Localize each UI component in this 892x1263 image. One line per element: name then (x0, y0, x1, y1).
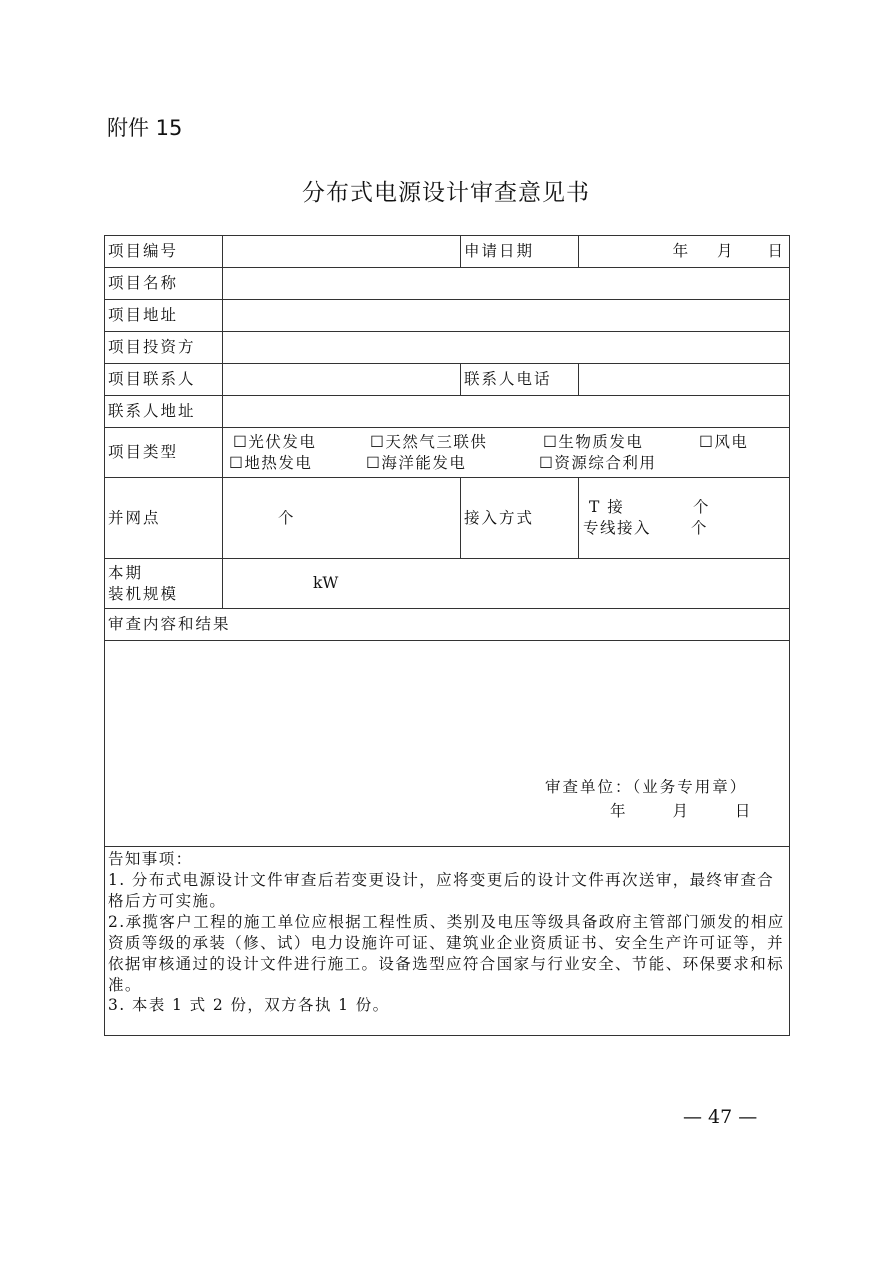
contact-address-field[interactable] (223, 396, 790, 428)
t-connection-line (583, 497, 786, 518)
review-content-field[interactable] (105, 641, 790, 847)
option-wind[interactable]: ☐风电 (699, 432, 749, 451)
contact-address-label: 联系人地址 (105, 396, 223, 428)
project-type-row-1 (233, 432, 786, 453)
notes-title: 告知事项： (108, 850, 193, 868)
t-connection-unit: 个 (693, 498, 711, 517)
row-notes (105, 847, 790, 1036)
project-address-field[interactable] (223, 300, 790, 332)
grid-point-unit: 个 (278, 508, 294, 527)
note-item: 3. 本表 1 式 2 份，双方各执 1 份。 (108, 996, 390, 1015)
option-photovoltaic[interactable]: ☐光伏发电 (233, 432, 317, 451)
page-number: — 47 — (683, 1106, 758, 1128)
investor-label: 项目投资方 (105, 332, 223, 364)
review-label: 审查内容和结果 (105, 609, 790, 641)
option-geothermal[interactable]: ☐地热发电 (229, 453, 313, 472)
review-date-year: 年 (610, 802, 627, 820)
review-date-day: 日 (734, 802, 752, 820)
review-date-month: 月 (672, 802, 689, 820)
capacity-label-line2: 装机规模 (108, 584, 179, 603)
contact-phone-label: 联系人电话 (461, 364, 579, 396)
capacity-unit: kW (313, 574, 339, 592)
note-item: 2.承揽客户工程的施工单位应根据工程性质、类别及电压等级具备政府主管部门颁发的相应资质等级的承装（修、试）电力设施许可证、建筑业企业资质证书、安全生产许可证等，并依据审核通过的设计文件进行施工。设备选型应符合国家与行业安全、节能、环保要求和标准。 (108, 912, 785, 994)
application-date-label: 申请日期 (461, 236, 579, 268)
review-date (610, 801, 751, 822)
notes-section (105, 847, 790, 1036)
note-item: 1. 分布式电源设计文件审查后若变更设计，应将变更后的设计文件再次送审，最终审查合格后方可实施。 (108, 870, 775, 910)
row-capacity (105, 559, 790, 609)
date-month: 月 (717, 242, 733, 261)
project-name-field[interactable] (223, 268, 790, 300)
attachment-label: 附件 15 (107, 116, 183, 140)
option-ocean[interactable]: ☐海洋能发电 (366, 453, 467, 472)
capacity-label (105, 559, 223, 609)
row-investor (105, 332, 790, 364)
application-date-field[interactable] (579, 236, 790, 268)
t-connection-label: T 接 (589, 498, 625, 517)
contact-phone-field[interactable] (579, 364, 790, 396)
row-review-content (105, 641, 790, 847)
option-biomass[interactable]: ☐生物质发电 (543, 432, 644, 451)
row-contact-address (105, 396, 790, 428)
option-resource-utilization[interactable]: ☐资源综合利用 (539, 453, 657, 472)
access-method-label: 接入方式 (461, 478, 579, 559)
row-project-number (105, 236, 790, 268)
project-type-label: 项目类型 (105, 428, 223, 478)
project-type-row-2 (229, 453, 786, 474)
document-title: 分布式电源设计审查意见书 (302, 180, 590, 206)
row-grid-point (105, 478, 790, 559)
access-method-field[interactable] (579, 478, 790, 559)
grid-point-count[interactable] (223, 478, 461, 559)
project-type-options (223, 428, 790, 478)
investor-field[interactable] (223, 332, 790, 364)
capacity-field[interactable] (223, 559, 790, 609)
dedicated-line-label: 专线接入 (583, 519, 652, 537)
row-review-header (105, 609, 790, 641)
project-number-label: 项目编号 (105, 236, 223, 268)
row-project-address (105, 300, 790, 332)
row-project-name (105, 268, 790, 300)
contact-field[interactable] (223, 364, 461, 396)
date-day: 日 (767, 242, 783, 261)
review-form-table (104, 235, 790, 1036)
grid-point-label: 并网点 (105, 478, 223, 559)
date-year: 年 (672, 242, 689, 261)
dedicated-line-line (583, 518, 786, 539)
row-contact (105, 364, 790, 396)
project-number-field[interactable] (223, 236, 461, 268)
project-address-label: 项目地址 (105, 300, 223, 332)
dedicated-line-unit: 个 (691, 519, 709, 537)
contact-label: 项目联系人 (105, 364, 223, 396)
project-name-label: 项目名称 (105, 268, 223, 300)
row-project-type (105, 428, 790, 478)
capacity-label-line1: 本期 (108, 563, 144, 582)
option-gas-cchp[interactable]: ☐天然气三联供 (370, 432, 488, 451)
review-unit-stamp: 审查单位：（业务专用章） (545, 778, 748, 796)
